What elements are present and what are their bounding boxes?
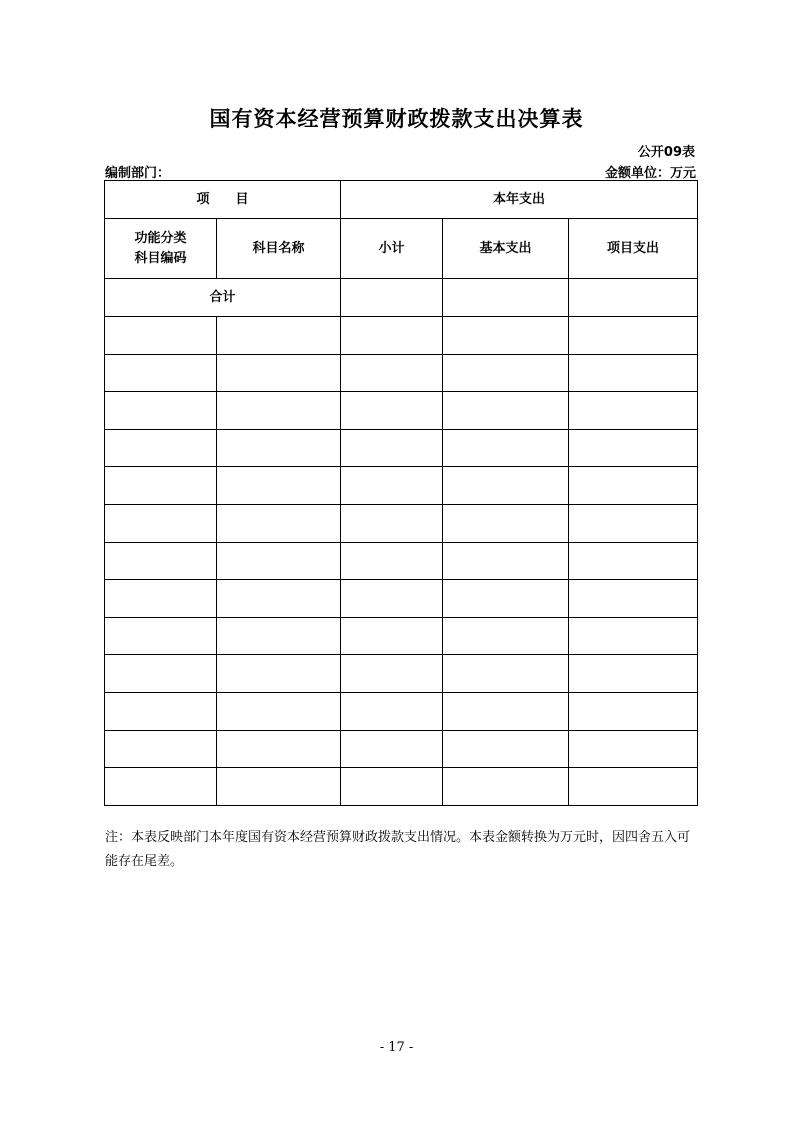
total-label: 合计 <box>105 279 341 317</box>
subtotal-cell <box>341 542 443 580</box>
subtotal-cell <box>341 467 443 505</box>
basic-expense-cell <box>443 504 569 542</box>
page-title: 国有资本经营预算财政拨款支出决算表 <box>209 107 584 131</box>
subject-name-cell <box>217 692 341 730</box>
subject-name-cell <box>217 392 341 430</box>
subtotal-cell <box>341 730 443 768</box>
footnote: 注：本表反映部门本年度国有资本经营预算财政拨款支出情况。本表金额转换为万元时，因四舍五入可能存在尾差。 <box>105 830 691 869</box>
function-code-cell <box>105 504 217 542</box>
header-item: 项 目 <box>105 181 341 219</box>
project-expense-cell <box>569 317 698 355</box>
table-row <box>105 354 698 392</box>
subtotal-cell <box>341 655 443 693</box>
project-expense-cell <box>569 429 698 467</box>
expense-table <box>104 180 698 806</box>
subject-name-cell <box>217 504 341 542</box>
function-code-cell <box>105 692 217 730</box>
subtotal-cell <box>341 317 443 355</box>
subject-name-cell <box>217 542 341 580</box>
basic-expense-cell <box>443 580 569 618</box>
function-code-cell <box>105 429 217 467</box>
table-row <box>105 467 698 505</box>
unit-label: 金额单位：万元 <box>604 166 696 181</box>
subtotal-cell <box>341 617 443 655</box>
table-row <box>105 392 698 430</box>
table-row <box>105 542 698 580</box>
total-project <box>569 279 698 317</box>
basic-expense-cell <box>443 429 569 467</box>
subject-name-cell <box>217 467 341 505</box>
project-expense-cell <box>569 768 698 806</box>
basic-expense-cell <box>443 392 569 430</box>
basic-expense-cell <box>443 768 569 806</box>
subject-name-cell <box>217 617 341 655</box>
header-function-code-line2: 科目编码 <box>134 250 187 266</box>
subject-name-cell <box>217 354 341 392</box>
function-code-cell <box>105 655 217 693</box>
table-row <box>105 580 698 618</box>
function-code-cell <box>105 317 217 355</box>
header-row-2 <box>105 219 698 279</box>
function-code-cell <box>105 467 217 505</box>
header-current-year-expense: 本年支出 <box>341 181 698 219</box>
header-subtotal: 小计 <box>341 219 443 279</box>
project-expense-cell <box>569 617 698 655</box>
table-row <box>105 317 698 355</box>
total-basic <box>443 279 569 317</box>
project-expense-cell <box>569 354 698 392</box>
project-expense-cell <box>569 580 698 618</box>
subject-name-cell <box>217 730 341 768</box>
subject-name-cell <box>217 655 341 693</box>
table-row <box>105 504 698 542</box>
basic-expense-cell <box>443 617 569 655</box>
header-function-code <box>105 219 217 279</box>
subtotal-cell <box>341 429 443 467</box>
function-code-cell <box>105 392 217 430</box>
function-code-cell <box>105 580 217 618</box>
project-expense-cell <box>569 655 698 693</box>
basic-expense-cell <box>443 542 569 580</box>
table-row <box>105 692 698 730</box>
subject-name-cell <box>217 580 341 618</box>
basic-expense-cell <box>443 467 569 505</box>
dept-label: 编制部门： <box>105 166 171 181</box>
subtotal-cell <box>341 768 443 806</box>
table-row <box>105 730 698 768</box>
basic-expense-cell <box>443 730 569 768</box>
project-expense-cell <box>569 392 698 430</box>
subtotal-cell <box>341 692 443 730</box>
function-code-cell <box>105 768 217 806</box>
table-code: 公开09表 <box>637 145 695 160</box>
table-row <box>105 768 698 806</box>
project-expense-cell <box>569 504 698 542</box>
subtotal-cell <box>341 504 443 542</box>
header-subject-name: 科目名称 <box>217 219 341 279</box>
total-row <box>105 279 698 317</box>
header-basic-expense: 基本支出 <box>443 219 569 279</box>
table-row <box>105 429 698 467</box>
project-expense-cell <box>569 467 698 505</box>
page-number: - 17 - <box>379 1040 414 1055</box>
function-code-cell <box>105 354 217 392</box>
header-function-code-line1: 功能分类 <box>134 230 187 246</box>
project-expense-cell <box>569 692 698 730</box>
subject-name-cell <box>217 768 341 806</box>
meta-row <box>105 162 696 181</box>
basic-expense-cell <box>443 317 569 355</box>
data-rows <box>105 317 698 806</box>
header-project-expense: 项目支出 <box>569 219 698 279</box>
function-code-cell <box>105 730 217 768</box>
function-code-cell <box>105 617 217 655</box>
table-row <box>105 655 698 693</box>
subject-name-cell <box>217 317 341 355</box>
project-expense-cell <box>569 730 698 768</box>
basic-expense-cell <box>443 655 569 693</box>
subtotal-cell <box>341 354 443 392</box>
header-row-1 <box>105 181 698 219</box>
table-row <box>105 617 698 655</box>
basic-expense-cell <box>443 354 569 392</box>
total-subtotal <box>341 279 443 317</box>
subject-name-cell <box>217 429 341 467</box>
subtotal-cell <box>341 580 443 618</box>
basic-expense-cell <box>443 692 569 730</box>
project-expense-cell <box>569 542 698 580</box>
function-code-cell <box>105 542 217 580</box>
subtotal-cell <box>341 392 443 430</box>
